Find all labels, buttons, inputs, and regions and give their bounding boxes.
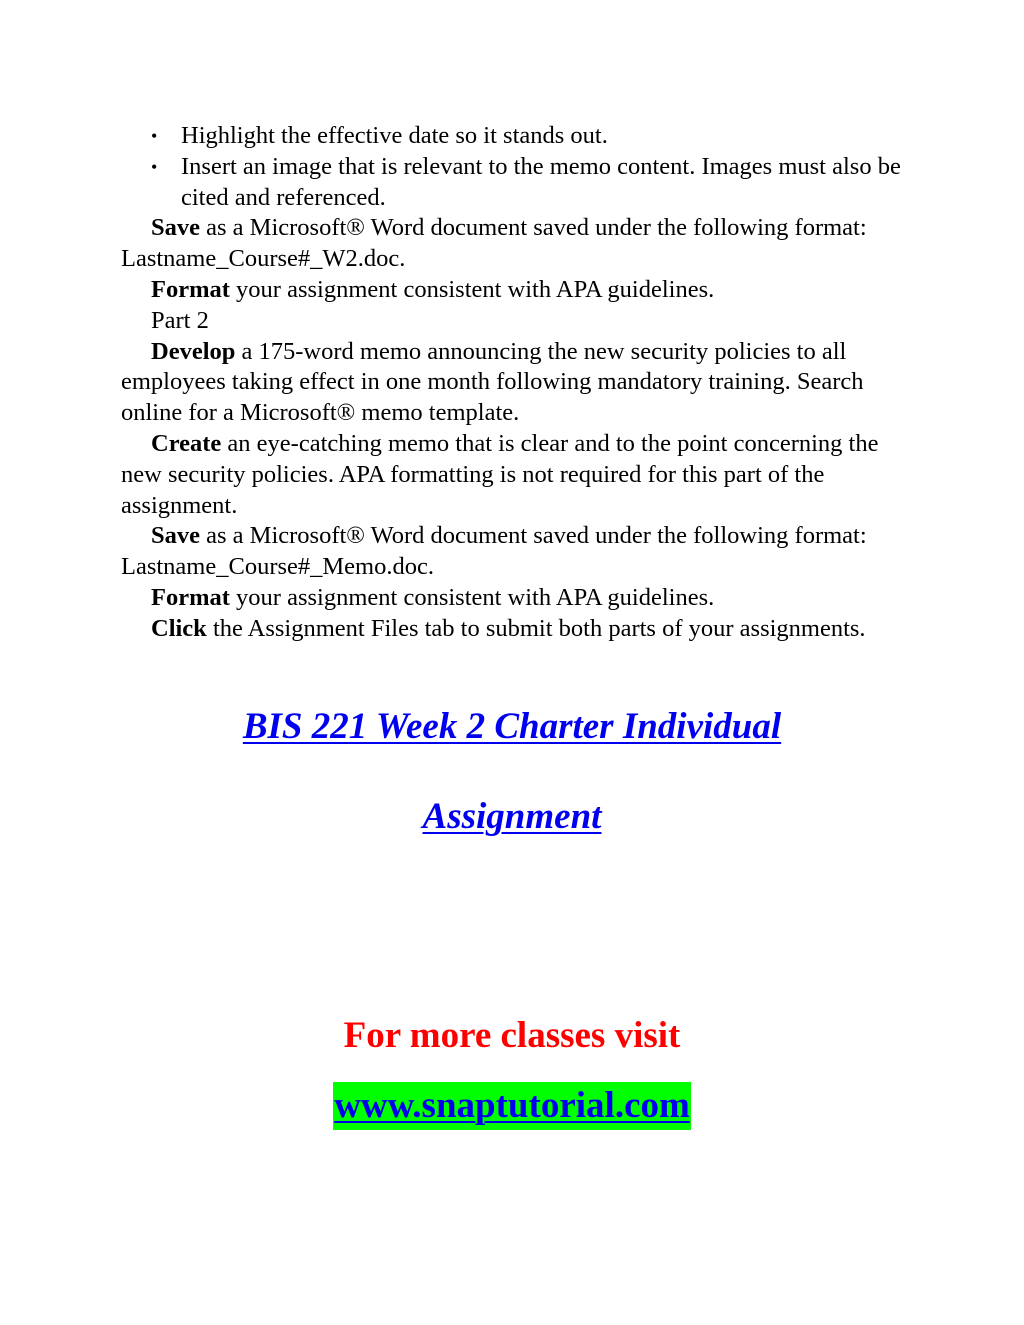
bullet-dot-icon: • [151,156,158,177]
promo-text: For more classes visit [343,1015,681,1056]
bullet-text: Highlight the effective date so it stands out. [181,122,608,149]
instruction-text: your assignment consistent with APA guidelines. [229,275,715,303]
instruction-text: an eye-catching memo that is clear and to the point concerning the new security policies. APA formatting is not required for this part of the assignment. [121,429,879,519]
instruction-lead: Format [151,583,230,611]
bullet-list [121,121,911,213]
instruction-paragraph [121,213,911,275]
instruction-text: as a Microsoft® Word document saved under the following format: Lastname_Course#_Memo.doc. [121,522,867,581]
instruction-lead: Create [151,429,222,457]
website-link[interactable]: www.snaptutorial.com [333,1082,691,1130]
instruction-paragraph [121,614,911,645]
assignment-title-link-continued[interactable]: Assignment [422,796,602,837]
instruction-lead: Develop [151,337,236,365]
bullet-dot-icon: • [151,126,158,146]
bullet-item [121,121,911,152]
bullet-text: Insert an image that is relevant to the memo content. Images must also be cited and referenced. [181,152,901,211]
website-link-wrapper [0,1082,1024,1130]
instruction-lead: Save [151,214,200,242]
instruction-text: the Assignment Files tab to submit both parts of your assignments. [206,614,866,642]
instruction-paragraph [121,583,911,614]
instruction-text: as a Microsoft® Word document saved under the following format: Lastname_Course#_W2.doc. [121,214,867,273]
instruction-paragraph [121,337,911,429]
instruction-lead: Save [151,522,200,550]
assignment-title-link[interactable]: BIS 221 Week 2 Charter Individual [242,706,782,747]
part-heading [121,306,911,337]
assignment-instructions [121,121,911,645]
instruction-paragraph [121,521,911,583]
instruction-text: Part 2 [151,306,209,334]
instruction-text: your assignment consistent with APA guidelines. [229,583,715,611]
instruction-paragraph [121,275,911,306]
bullet-item [121,152,911,214]
instruction-paragraph [121,429,911,521]
instruction-lead: Click [151,614,207,642]
instruction-lead: Format [151,275,230,303]
instruction-text: a 175-word memo announcing the new security policies to all employees taking effect in one month following mandatory training. Search online for a Microsoft® memo template. [121,337,864,427]
